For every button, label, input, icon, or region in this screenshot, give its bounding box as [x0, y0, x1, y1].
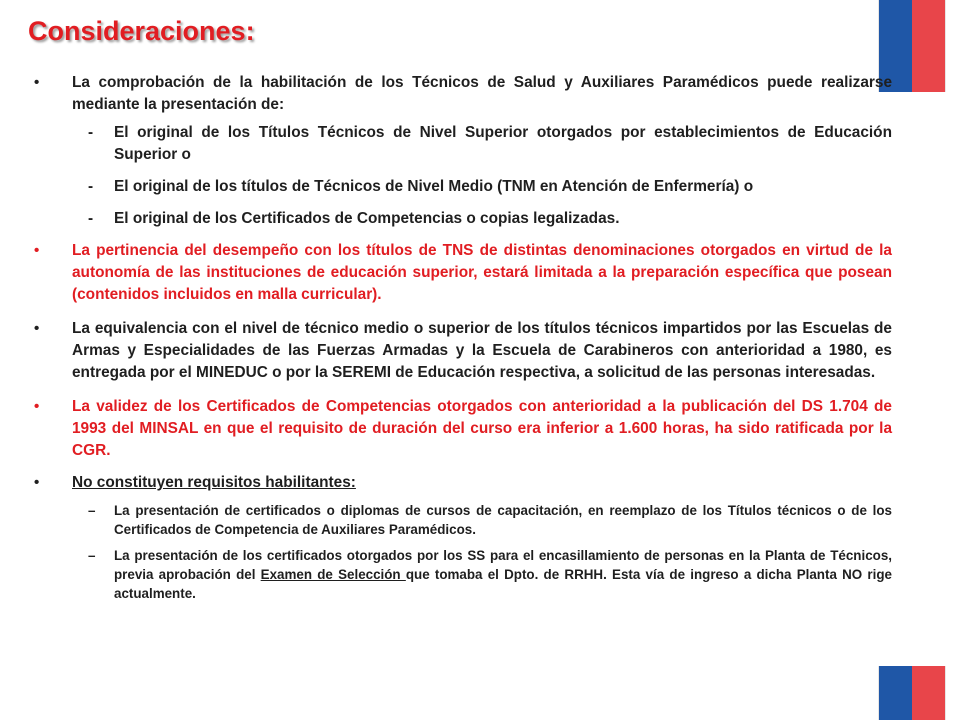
sub-item — [30, 176, 892, 198]
dash-marker: - — [88, 178, 94, 195]
slide-content — [30, 72, 892, 603]
flag-red-stripe — [912, 0, 945, 92]
bullet-text: La pertinencia del desempeño con los títulos de TNS de distintas denominaciones otorgados en virtud de la autonomía de las instituciones de educación superior, estará limitada a la preparación específica que posean (contenidos incluidos en malla curricular). — [72, 242, 892, 303]
flag-red-stripe — [912, 666, 945, 720]
bullet-marker: • — [34, 320, 40, 337]
examen-seleccion-link: Examen de Selección — [260, 567, 406, 582]
bullet-no-requisitos — [30, 472, 892, 494]
sub-item-text: El original de los títulos de Técnicos de Nivel Medio (TNM en Atención de Enfermería) o — [114, 178, 754, 195]
sub-item-text: El original de los Títulos Técnicos de Nivel Superior otorgados por establecimientos de Educación Superior o — [114, 124, 892, 163]
bullet-text: La equivalencia con el nivel de técnico medio o superior de los títulos técnicos impartidos por las Escuelas de Armas y Especialidades de las Fuerzas Armadas y la Escuela de Carabineros con anterioridad a 1980, es entregada por el MINEDUC o por la SEREMI de Educación respectiva, a solicitud de las personas interesadas. — [72, 320, 892, 381]
en-dash-marker: – — [88, 548, 96, 563]
bullet-text: La validez de los Certificados de Competencias otorgados con anterioridad a la publicación del DS 1.704 de 1993 del MINSAL en que el requisito de duración del curso era inferior a 1.600 horas, ha sido ratificada por la CGR. — [72, 398, 892, 459]
en-dash-marker: – — [88, 503, 96, 518]
bullet-habilitacion — [30, 72, 892, 116]
bullet-validez — [30, 396, 892, 462]
bullet-text: La comprobación de la habilitación de los Técnicos de Salud y Auxiliares Paramédicos puede realizarse mediante la presentación de: — [72, 74, 892, 113]
non-requirement-text-end: que tomaba el Dpto. de RRHH. Esta vía de ingreso a dicha Planta NO rige actualmente. — [114, 567, 892, 601]
page-title: Consideraciones: — [28, 16, 255, 46]
non-requirement-text: La presentación de certificados o diplomas de cursos de capacitación, en reemplazo de los Títulos técnicos o de los Certificados de Competencia de Auxiliares Paramédicos. — [114, 503, 892, 537]
bullet-marker: • — [34, 398, 40, 415]
sub-item — [30, 122, 892, 166]
bullet-equivalencia — [30, 318, 892, 384]
dash-marker: - — [88, 210, 94, 227]
non-requirement-text-start: La presentación de los certificados otorgados por los SS para el encasillamiento de personas en la Planta de Técnicos, previa aprobación del — [114, 548, 892, 582]
bullet-text: No constituyen requisitos habilitantes: — [72, 474, 356, 491]
non-requirement-item — [30, 501, 892, 539]
sub-item — [30, 208, 892, 230]
flag-blue-stripe — [879, 666, 912, 720]
flag-decoration-bottom — [878, 666, 946, 720]
bullet-marker: • — [34, 74, 40, 91]
sub-item-text: El original de los Certificados de Competencias o copias legalizadas. — [114, 210, 620, 227]
bullet-marker: • — [34, 242, 40, 259]
bullet-marker: • — [34, 474, 40, 491]
dash-marker: - — [88, 124, 94, 141]
bullet-pertinencia — [30, 240, 892, 306]
non-requirement-item — [30, 546, 892, 603]
